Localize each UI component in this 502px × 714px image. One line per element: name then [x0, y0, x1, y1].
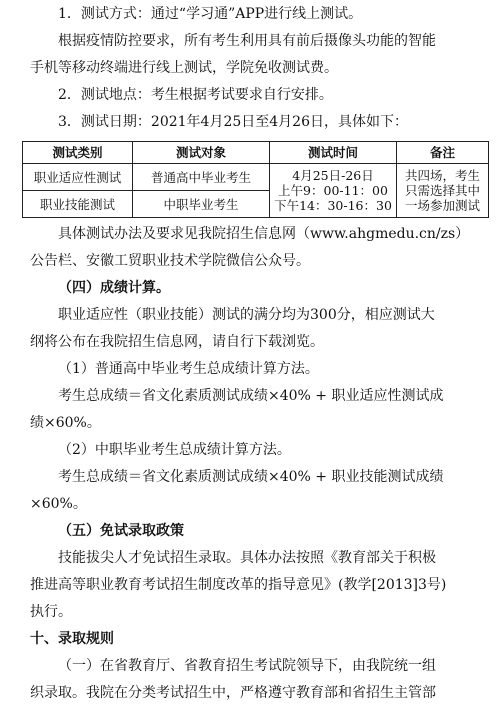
test-time-line: 下午14：30-16：30: [274, 198, 392, 213]
table-row: [23, 164, 489, 191]
section-heading-text: 十、录取规则: [30, 631, 114, 647]
test-category-cell: 职业技能测试: [23, 191, 133, 218]
section-heading-text: （四）成绩计算。: [58, 280, 170, 296]
table-header-cell: 测试对象: [133, 142, 270, 164]
formula-line: 考生总成绩＝省文化素质测试成绩×40% + 职业技能测试成绩: [58, 469, 444, 485]
paragraph-line: 职业适应性（职业技能）测试的满分均为300分，相应测试大: [58, 307, 435, 323]
note-line: 共四场，考生: [404, 168, 480, 183]
paragraph-line: 根据疫情防控要求，所有考生利用具有前后摄像头功能的智能: [58, 33, 436, 49]
note-line: 只需选择其中: [404, 183, 480, 198]
test-target-cell: 普通高中毕业考生: [133, 164, 270, 191]
table-header-cell: 测试类别: [23, 142, 133, 164]
formula-line: ×60%。: [30, 496, 87, 512]
table-header-cell: 测试时间: [270, 142, 397, 164]
test-location-line: 2．测试地点：考生根据考试要求自行安排。: [58, 87, 333, 103]
section-heading: [58, 278, 170, 298]
note-cell: [397, 164, 489, 218]
formula-line: 考生总成绩＝省文化素质测试成绩×40% + 职业适应性测试成: [58, 388, 444, 404]
test-schedule-table: [22, 141, 489, 218]
subheading-line: （1）普通高中毕业考生总成绩计算方法。: [58, 361, 319, 377]
paragraph-line: 具体测试办法及要求见我院招生信息网（www.ahgmedu.cn/zs）: [58, 226, 470, 242]
test-time-line: 上午9：00-11：00: [278, 183, 388, 198]
test-date-line: 3．测试日期：2021年4月25日至4月26日，具体如下：: [58, 114, 408, 130]
formula-line: 绩×60%。: [30, 415, 101, 431]
subheading-line: （2）中职毕业考生总成绩计算方法。: [58, 442, 291, 458]
test-time-line: 4月25日-26日: [292, 168, 374, 183]
test-time-cell: [270, 164, 397, 218]
note-line: 一场参加测试: [404, 198, 480, 213]
paragraph-line: （一）在省教育厅、省教育招生考试院领导下，由我院统一组: [58, 658, 436, 674]
test-target-cell: 中职毕业考生: [133, 191, 270, 218]
test-category-cell: 职业适应性测试: [23, 164, 133, 191]
section-heading: [58, 521, 184, 541]
paragraph-line: 公告栏、安徽工贸职业技术学院微信公众号。: [30, 253, 310, 269]
paragraph-line: 技能拔尖人才免试招生录取。具体办法按照《教育部关于积极: [58, 550, 436, 566]
table-header-row: [23, 142, 489, 164]
paragraph-line: 手机等移动终端进行线上测试，学院免收测试费。: [30, 60, 338, 76]
section-heading: [30, 629, 114, 649]
paragraph-line: 织录取。我院在分类考试招生中，严格遵守教育部和省招生主管部: [30, 685, 436, 701]
test-method-line: 1．测试方式：通过“学习通”APP进行线上测试。: [58, 6, 363, 22]
paragraph-line: 执行。: [30, 604, 72, 620]
section-heading-text: （五）免试录取政策: [58, 523, 184, 539]
paragraph-line: 推进高等职业教育考试招生制度改革的指导意见》(教学[2013]3号): [30, 577, 447, 593]
paragraph-line: 纲将公布在我院招生信息网，请自行下载浏览。: [30, 334, 324, 350]
table-header-cell: 备注: [397, 142, 489, 164]
